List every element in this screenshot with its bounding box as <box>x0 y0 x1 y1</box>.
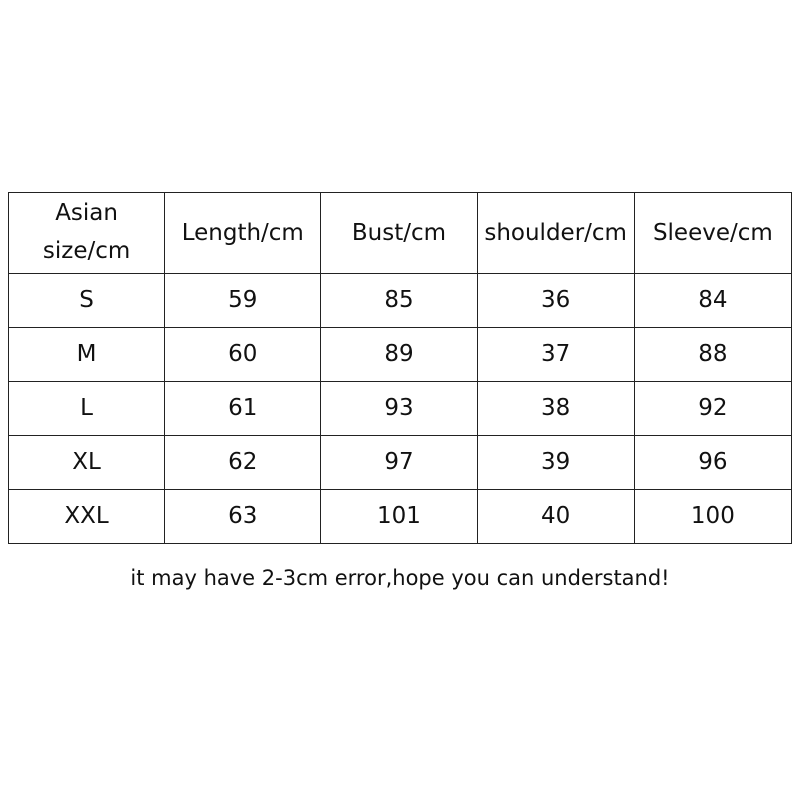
shoulder-cell: 36 <box>477 274 634 328</box>
header-asian-size-line2: size/cm <box>42 238 131 264</box>
length-cell: 59 <box>165 274 321 328</box>
bust-cell: 85 <box>321 274 477 328</box>
header-sleeve: Sleeve/cm <box>634 193 791 274</box>
shoulder-cell: 40 <box>477 490 634 544</box>
sleeve-cell: 96 <box>634 436 791 490</box>
bust-cell: 89 <box>321 328 477 382</box>
table-header-row <box>9 193 792 274</box>
header-length: Length/cm <box>165 193 321 274</box>
size-cell: S <box>9 274 165 328</box>
length-cell: 62 <box>165 436 321 490</box>
table-row <box>9 382 792 436</box>
length-cell: 63 <box>165 490 321 544</box>
header-asian-size-line1: Asian <box>55 200 118 227</box>
size-chart-table <box>8 192 792 544</box>
bust-cell: 93 <box>321 382 477 436</box>
sleeve-cell: 92 <box>634 382 791 436</box>
shoulder-cell: 39 <box>477 436 634 490</box>
measurement-error-note: it may have 2-3cm error,hope you can understand! <box>130 566 670 590</box>
size-cell: XL <box>9 436 165 490</box>
size-cell: L <box>9 382 165 436</box>
table-row <box>9 328 792 382</box>
bust-cell: 97 <box>321 436 477 490</box>
size-cell: XXL <box>9 490 165 544</box>
sleeve-cell: 84 <box>634 274 791 328</box>
header-bust: Bust/cm <box>321 193 477 274</box>
length-cell: 60 <box>165 328 321 382</box>
shoulder-cell: 37 <box>477 328 634 382</box>
sleeve-cell: 88 <box>634 328 791 382</box>
length-cell: 61 <box>165 382 321 436</box>
table-row <box>9 436 792 490</box>
size-cell: M <box>9 328 165 382</box>
shoulder-cell: 38 <box>477 382 634 436</box>
bust-cell: 101 <box>321 490 477 544</box>
sleeve-cell: 100 <box>634 490 791 544</box>
table-row <box>9 490 792 544</box>
table-row <box>9 274 792 328</box>
header-shoulder: shoulder/cm <box>477 193 634 274</box>
header-asian-size <box>9 193 165 274</box>
